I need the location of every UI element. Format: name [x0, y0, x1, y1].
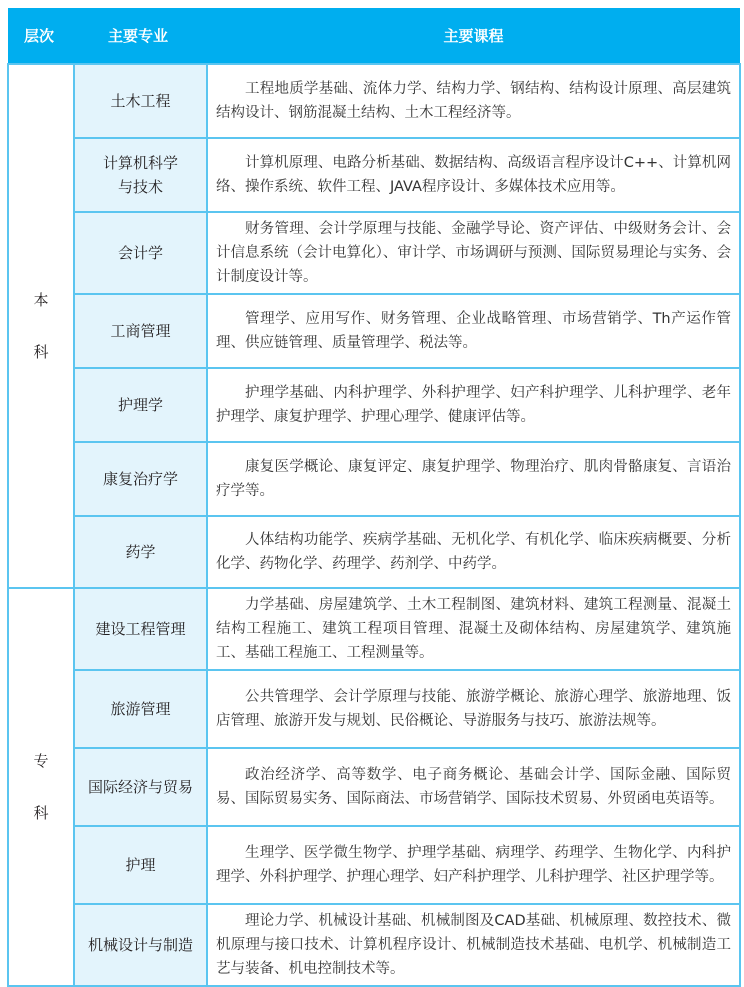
- courses-cell: [207, 442, 740, 516]
- major-cell: 会计学: [74, 212, 207, 294]
- courses-text: 理论力学、机械设计基础、机械制图及CAD基础、机械原理、数控技术、微机原理与接口技术、计算机程序设计、机械制造技术基础、电机学、机械制造工艺与装备、机电控制技术等。: [216, 913, 731, 977]
- major-cell: 建设工程管理: [74, 588, 207, 670]
- table-row: [8, 368, 740, 442]
- courses-text: 工程地质学基础、流体力学、结构力学、钢结构、结构设计原理、高层建筑结构设计、钢筋混凝土结构、土木工程经济等。: [216, 81, 731, 121]
- table-row: [8, 826, 740, 904]
- courses-cell: [207, 588, 740, 670]
- header-major: 主要专业: [74, 8, 207, 64]
- courses-text: 公共管理学、会计学原理与技能、旅游学概论、旅游心理学、旅游地理、饭店管理、旅游开发与规划、民俗概论、导游服务与技巧、旅游法规等。: [216, 689, 731, 729]
- table-row: [8, 442, 740, 516]
- level-char: 科: [33, 804, 49, 822]
- courses-cell: [207, 670, 740, 748]
- major-cell: 国际经济与贸易: [74, 748, 207, 826]
- major-cell: 护理学: [74, 368, 207, 442]
- major-text: 计算机科学与技术: [102, 154, 178, 196]
- level-char: 科: [33, 343, 49, 361]
- header-row: [8, 8, 740, 64]
- courses-text: 护理学基础、内科护理学、外科护理学、妇产科护理学、儿科护理学、老年护理学、康复护理学、护理心理学、健康评估等。: [216, 385, 731, 425]
- table-row: [8, 516, 740, 588]
- major-cell: 旅游管理: [74, 670, 207, 748]
- table-row: [8, 588, 740, 670]
- courses-cell: [207, 748, 740, 826]
- courses-cell: [207, 294, 740, 368]
- courses-cell: [207, 64, 740, 138]
- courses-cell: [207, 904, 740, 986]
- courses-text: 力学基础、房屋建筑学、土木工程制图、建筑材料、建筑工程测量、混凝土结构工程施工、建筑工程项目管理、混凝土及砌体结构、房屋建筑学、建筑施工、基础工程施工、工程测量等。: [216, 597, 731, 661]
- courses-cell: [207, 212, 740, 294]
- table-row: [8, 904, 740, 986]
- courses-text: 政治经济学、高等数学、电子商务概论、基础会计学、国际金融、国际贸易、国际贸易实务、国际商法、市场营销学、国际技术贸易、外贸函电英语等。: [216, 767, 731, 807]
- courses-cell: [207, 368, 740, 442]
- level-char: 专: [33, 752, 49, 770]
- header-courses: 主要课程: [207, 8, 740, 64]
- table-row: [8, 212, 740, 294]
- courses-text: 人体结构功能学、疾病学基础、无机化学、有机化学、临床疾病概要、分析化学、药物化学、药理学、药剂学、中药学。: [216, 532, 731, 572]
- major-cell: 康复治疗学: [74, 442, 207, 516]
- table-row: [8, 748, 740, 826]
- courses-text: 财务管理、会计学原理与技能、金融学导论、资产评估、中级财务会计、会计信息系统（会计电算化）、审计学、市场调研与预测、国际贸易理论与实务、会计制度设计等。: [216, 221, 731, 285]
- table-row: [8, 294, 740, 368]
- level-char: 本: [33, 291, 49, 309]
- header-level: 层次: [8, 8, 74, 64]
- courses-text: 康复医学概论、康复评定、康复护理学、物理治疗、肌肉骨骼康复、言语治疗学等。: [216, 459, 731, 499]
- major-cell: 药学: [74, 516, 207, 588]
- courses-cell: [207, 138, 740, 212]
- table-row: [8, 64, 740, 138]
- major-cell: 工商管理: [74, 294, 207, 368]
- courses-text: 计算机原理、电路分析基础、数据结构、高级语言程序设计C++、计算机网络、操作系统、软件工程、JAVA程序设计、多媒体技术应用等。: [216, 155, 731, 195]
- courses-cell: [207, 516, 740, 588]
- table-row: [8, 670, 740, 748]
- major-cell: 护理: [74, 826, 207, 904]
- level-cell-college: [8, 588, 74, 986]
- major-cell: 机械设计与制造: [74, 904, 207, 986]
- courses-text: 生理学、医学微生物学、护理学基础、病理学、药理学、生物化学、内科护理学、外科护理学、护理心理学、妇产科护理学、儿科护理学、社区护理学等。: [216, 845, 731, 885]
- major-cell: 土木工程: [74, 64, 207, 138]
- curriculum-table: [7, 8, 741, 987]
- table-row: [8, 138, 740, 212]
- level-cell-undergrad: [8, 64, 74, 588]
- major-cell: [74, 138, 207, 212]
- courses-cell: [207, 826, 740, 904]
- courses-text: 管理学、应用写作、财务管理、企业战略管理、市场营销学、Th产运作管理、供应链管理、质量管理学、税法等。: [216, 311, 731, 351]
